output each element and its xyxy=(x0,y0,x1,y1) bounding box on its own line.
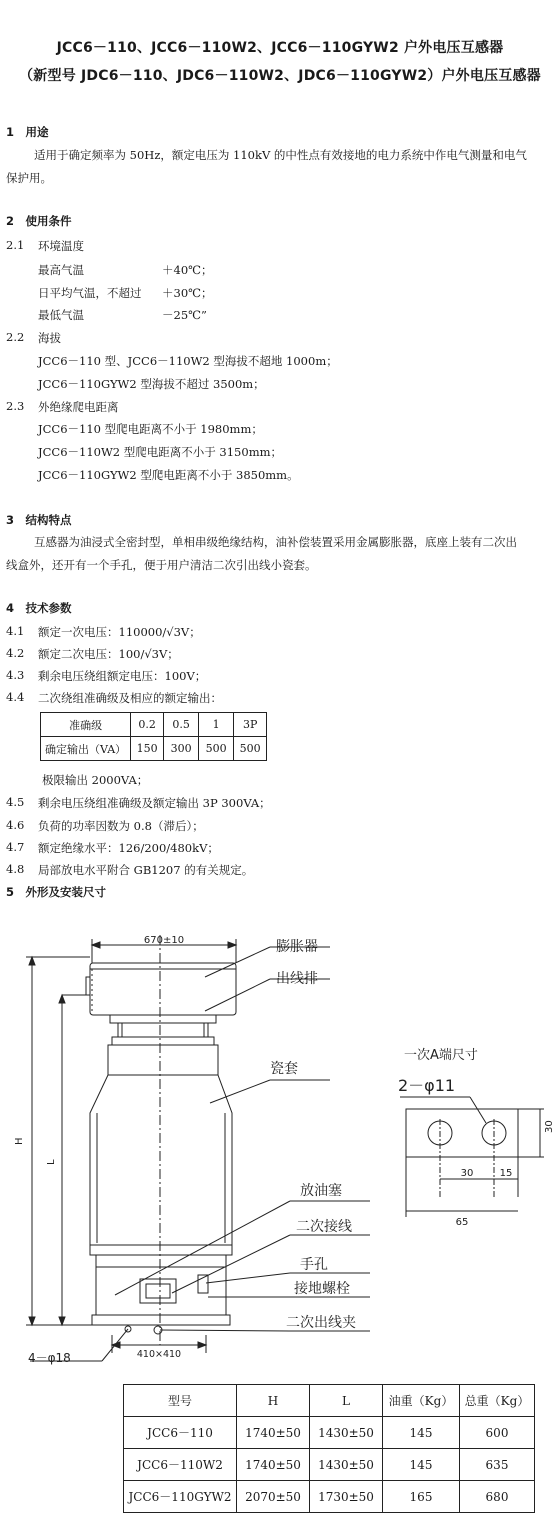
section-1-text-1: 适用于确定频率为 50Hz，额定电压为 110kV 的中性点有效接地的电力系统中作电气测量和电气 xyxy=(34,148,527,162)
terminal-holes: 2－φ11 xyxy=(398,1076,456,1095)
item-4-8-text: 局部放电水平附合 GB1207 的有关规定。 xyxy=(38,863,254,877)
table-cell: JCC6－110W2 xyxy=(124,1449,237,1481)
dim-30-v: 30 xyxy=(544,1120,555,1133)
table-cell: 1730±50 xyxy=(310,1481,383,1513)
section-2-3-num: 2.3 xyxy=(6,399,25,413)
item-4-8-num: 4.8 xyxy=(6,862,25,876)
table-cell: 300 xyxy=(164,737,199,761)
item-4-3-num: 4.3 xyxy=(6,668,25,682)
creepage-line-2: JCC6－110W2 型爬电距离不小于 3150mm； xyxy=(38,445,282,459)
label-expander: 膨胀器 xyxy=(276,939,318,955)
bolt-label: 4－φ18 xyxy=(28,1351,71,1365)
dim-30-h: 30 xyxy=(460,1168,474,1179)
limit-output: 极限输出 2000VA； xyxy=(42,773,149,787)
label-hand-hole: 手孔 xyxy=(300,1257,328,1273)
dim-65: 65 xyxy=(455,1217,469,1228)
item-4-4-text: 二次绕组准确级及相应的额定输出： xyxy=(38,691,222,705)
item-4-5-num: 4.5 xyxy=(6,795,25,809)
temp-label-max: 最高气温 xyxy=(38,263,84,277)
models-table xyxy=(123,1384,535,1513)
table-row xyxy=(41,713,267,737)
table-row xyxy=(124,1417,535,1449)
table-cell: 150 xyxy=(131,737,164,761)
item-4-6-text: 负荷的功率因数为 0.8（滞后）； xyxy=(38,819,204,833)
item-4-4-num: 4.4 xyxy=(6,690,25,704)
table-cell: 500 xyxy=(199,737,234,761)
table-cell: 635 xyxy=(460,1449,535,1481)
temp-value-max: ＋40℃； xyxy=(162,263,213,277)
label-outbar: 出线排 xyxy=(276,971,318,987)
item-4-7-text: 额定绝缘水平：126/200/480kV； xyxy=(38,841,219,855)
dim-base: 410×410 xyxy=(136,1349,182,1360)
table-cell: 1740±50 xyxy=(237,1417,310,1449)
terminal-title: 一次A端尺寸 xyxy=(404,1048,478,1063)
outline-drawing xyxy=(0,925,560,1375)
table-cell: 2070±50 xyxy=(237,1481,310,1513)
dim-15: 15 xyxy=(499,1168,513,1179)
label-secondary-clamp: 二次出线夹 xyxy=(286,1315,356,1331)
label-ground-bolt: 接地螺栓 xyxy=(294,1281,350,1297)
label-oil-plug: 放油塞 xyxy=(300,1183,342,1199)
section-5-heading: 5 外形及安装尺寸 xyxy=(6,885,107,899)
title-line-1: JCC6－110、JCC6－110W2、JCC6－110GYW2 户外电压互感器 xyxy=(56,40,504,56)
table-header-cell: H xyxy=(237,1385,310,1417)
section-2-2-title: 海拔 xyxy=(38,331,61,345)
section-2-2-num: 2.2 xyxy=(6,330,25,344)
creepage-line-1: JCC6－110 型爬电距离不小于 1980mm； xyxy=(38,422,263,436)
item-4-2-num: 4.2 xyxy=(6,646,25,660)
temp-label-min: 最低气温 xyxy=(38,308,84,322)
altitude-line-1: JCC6－110 型、JCC6－110W2 型海拔不超地 1000m； xyxy=(38,354,338,368)
table-cell: 145 xyxy=(383,1449,460,1481)
item-4-3-text: 剩余电压绕组额定电压：100V； xyxy=(38,669,207,683)
table-cell: 准确级 xyxy=(41,713,131,737)
table-cell: 680 xyxy=(460,1481,535,1513)
temp-value-min: －25℃” xyxy=(162,308,207,322)
dim-l: L xyxy=(46,1159,57,1165)
table-cell: 3P xyxy=(234,713,267,737)
table-header-cell: 油重（Kg） xyxy=(383,1385,460,1417)
table-cell: 1430±50 xyxy=(310,1417,383,1449)
table-cell: 165 xyxy=(383,1481,460,1513)
temp-value-avg: ＋30℃； xyxy=(162,286,213,300)
table-cell: 600 xyxy=(460,1417,535,1449)
table-header-cell: L xyxy=(310,1385,383,1417)
section-1-heading: 1 用途 xyxy=(6,125,49,139)
table-row xyxy=(41,737,267,761)
temp-label-avg: 日平均气温，不超过 xyxy=(38,286,142,300)
section-2-1-num: 2.1 xyxy=(6,238,25,252)
table-row xyxy=(124,1481,535,1513)
section-3-text-2: 线盒外，还开有一个手孔，便于用户清洁二次引出线小瓷套。 xyxy=(6,558,317,572)
item-4-5-text: 剩余电压绕组准确级及额定输出 3P 300VA； xyxy=(38,796,271,810)
creepage-line-3: JCC6－110GYW2 型爬电距离不小于 3850mm。 xyxy=(38,468,299,482)
section-3-heading: 3 结构特点 xyxy=(6,513,72,527)
section-2-3-title: 外绝缘爬电距离 xyxy=(38,400,119,414)
table-row xyxy=(124,1449,535,1481)
item-4-1-num: 4.1 xyxy=(6,624,25,638)
item-4-6-num: 4.6 xyxy=(6,818,25,832)
table-cell: 1740±50 xyxy=(237,1449,310,1481)
title-line-2: （新型号 JDC6－110、JDC6－110W2、JDC6－110GYW2）户外电压互感器 xyxy=(19,68,541,84)
item-4-7-num: 4.7 xyxy=(6,840,25,854)
table-cell: 145 xyxy=(383,1417,460,1449)
table-header-cell: 总重（Kg） xyxy=(460,1385,535,1417)
section-4-heading: 4 技术参数 xyxy=(6,601,72,615)
accuracy-output-table xyxy=(40,712,267,761)
label-secondary-wiring: 二次接线 xyxy=(296,1219,352,1235)
table-cell: 500 xyxy=(234,737,267,761)
table-header-cell: 型号 xyxy=(124,1385,237,1417)
section-3-text-1: 互感器为油浸式全密封型，单相串级绝缘结构，油补偿装置采用金属膨胀器，底座上装有二次出 xyxy=(34,535,517,549)
altitude-line-2: JCC6－110GYW2 型海拔不超过 3500m； xyxy=(38,377,265,391)
section-1-text-2: 保护用。 xyxy=(6,171,52,185)
section-2-1-title: 环境温度 xyxy=(38,239,84,253)
item-4-1-text: 额定一次电压：110000/√3V； xyxy=(38,625,201,639)
table-cell: JCC6－110GYW2 xyxy=(124,1481,237,1513)
table-cell: 1430±50 xyxy=(310,1449,383,1481)
table-row xyxy=(124,1385,535,1417)
table-cell: 1 xyxy=(199,713,234,737)
table-cell: 0.5 xyxy=(164,713,199,737)
table-cell: 确定输出（VA） xyxy=(41,737,131,761)
section-2-heading: 2 使用条件 xyxy=(6,214,72,228)
table-cell: 0.2 xyxy=(131,713,164,737)
dim-h: H xyxy=(14,1137,25,1145)
table-cell: JCC6－110 xyxy=(124,1417,237,1449)
dim-top: 670±10 xyxy=(143,935,185,946)
label-porcelain: 瓷套 xyxy=(270,1061,298,1077)
item-4-2-text: 额定二次电压：100/√3V； xyxy=(38,647,179,661)
